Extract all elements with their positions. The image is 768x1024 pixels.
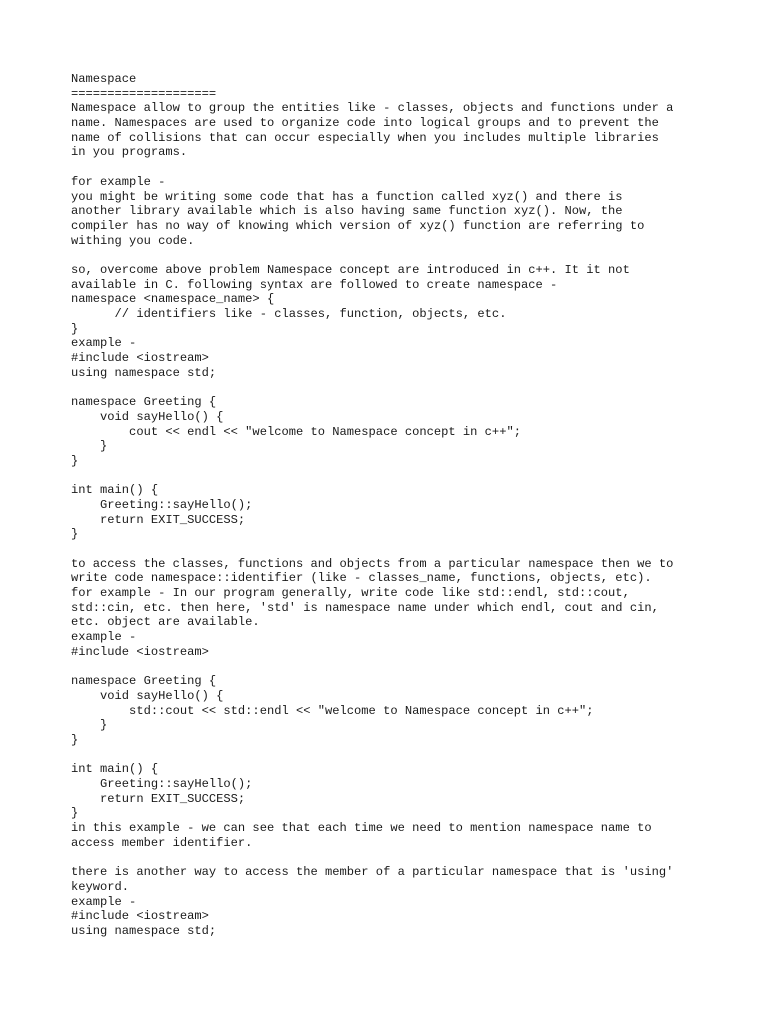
text-line: Namespace [71,72,137,86]
text-line: std::cin, etc. then here, 'std' is namespace name under which endl, cout and cin, [71,600,659,615]
text-line [71,248,731,263]
text-line: } [71,453,79,468]
text-line: example - [71,894,137,909]
text-line: there is another way to access the member of a particular namespace that is 'using' [71,865,674,880]
text-line: } [71,321,79,336]
text-line: void sayHello() { [71,688,224,703]
text-line: you might be writing some code that has a function called xyz() and there is [71,189,623,204]
text-line: namespace Greeting { [71,395,217,410]
text-line [71,542,731,557]
text-line: void sayHello() { [71,409,224,424]
text-line: #include <iostream> [71,351,209,366]
text-line: access member identifier. [71,835,253,850]
text-line: Greeting::sayHello(); [71,497,253,512]
text-line: for example - [71,174,166,189]
text-line: Greeting::sayHello(); [71,777,253,791]
text-line: in this example - we can see that each time we need to mention namespace name to [71,821,652,836]
text-line: // identifiers like - classes, function, objects, etc. [71,307,507,321]
text-line: compiler has no way of knowing which version of xyz() function are referring to [71,218,645,233]
text-line: } [71,439,108,454]
text-line: Namespace allow to group the entities like - classes, objects and functions under a [71,101,674,116]
text-line: int main() { [71,762,159,777]
text-line: #include <iostream> [71,644,209,659]
text-line: in you programs. [71,145,188,160]
text-line: available in C. following syntax are followed to create namespace - [71,277,558,292]
text-line: using namespace std; [71,923,217,938]
text-line: return EXIT_SUCCESS; [71,791,246,806]
text-line [71,748,731,763]
text-line: to access the classes, functions and objects from a particular namespace then we to [71,556,674,571]
text-line: name. Namespaces are used to organize code into logical groups and to prevent the [71,116,659,131]
text-line: int main() { [71,483,159,498]
text-line: example - [71,630,137,645]
text-line: name of collisions that can occur especially when you includes multiple libraries [71,130,659,145]
text-line: ==================== [71,86,217,101]
text-line: } [71,732,79,747]
text-line: etc. object are available. [71,615,260,630]
text-line [71,160,731,175]
text-line: #include <iostream> [71,909,209,924]
text-line [71,380,731,395]
text-line [71,850,731,865]
text-line: example - [71,336,137,351]
text-line: using namespace std; [71,365,217,380]
text-line: std::cout << std::endl << "welcome to Namespace concept in c++"; [71,703,594,718]
text-line: another library available which is also having same function xyz(). Now, the [71,204,623,219]
text-line: for example - In our program generally, write code like std::endl, std::cout, [71,586,630,601]
text-line: so, overcome above problem Namespace concept are introduced in c++. It it not [71,262,630,277]
text-line: } [71,718,108,733]
text-line: } [71,806,79,821]
text-line: withing you code. [71,233,195,248]
text-line: namespace Greeting { [71,674,217,689]
text-line: return EXIT_SUCCESS; [71,512,246,527]
text-line [71,660,731,675]
text-line: namespace <namespace_name> { [71,292,275,307]
text-line: write code namespace::identifier (like - classes_name, functions, objects, etc). [71,571,652,586]
document-body [71,72,731,939]
text-line [71,469,731,484]
text-line: } [71,527,79,542]
text-line: keyword. [71,879,130,894]
text-line: cout << endl << "welcome to Namespace concept in c++"; [71,424,521,439]
